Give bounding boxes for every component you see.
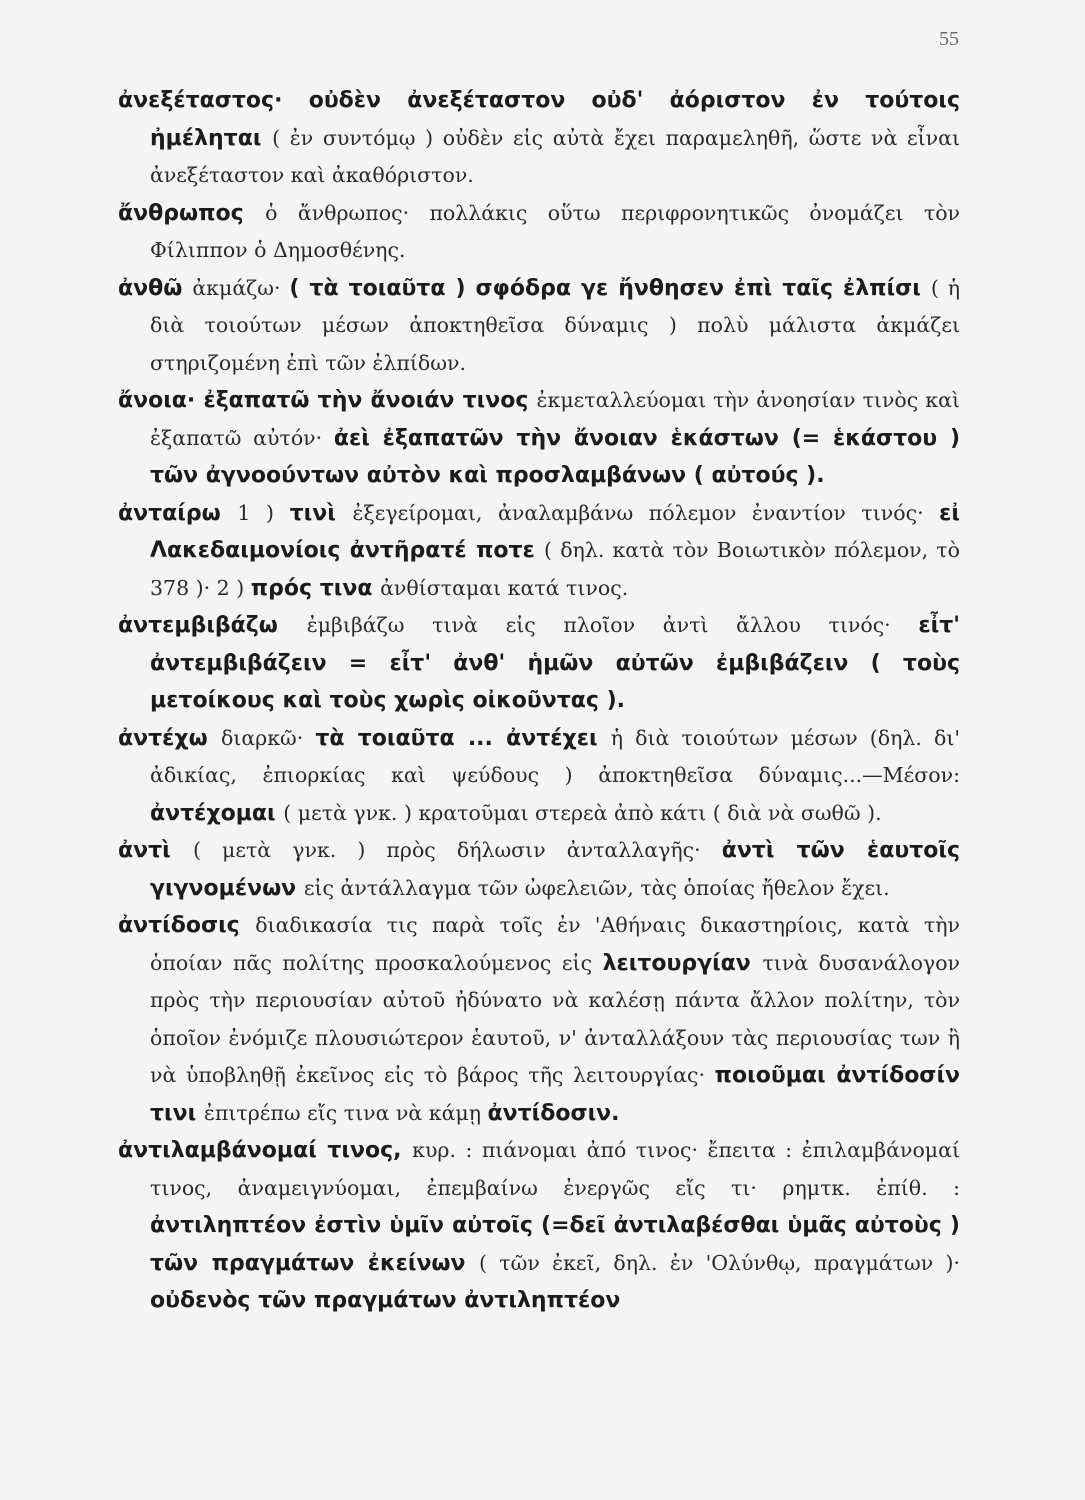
bold-text-segment: ἀντέχω — [118, 725, 221, 751]
bold-text-segment: πρός τινα — [250, 575, 381, 601]
bold-text-segment: οὐδενὸς τῶν πραγμάτων ἀντιληπτέον — [150, 1288, 621, 1313]
regular-text-segment: 1 ) — [237, 500, 290, 525]
dictionary-entries — [118, 82, 960, 1320]
regular-text-segment: ἀνθίσταμαι κατά τινος. — [380, 575, 629, 600]
regular-text-segment: ( ἡ διὰ τοιούτων μέσων ἀποκτηθεῖσα δύναμις ) πολὺ μάλιστα ἀκμάζει στηριζομένη ἐπὶ τῶν ἐλπίδων. — [150, 275, 961, 375]
bold-text-segment: ( τὰ τοιαῦτα ) σφόδρα γε ἤνθησεν ἐπὶ ταῖς ἐλπίσι — [289, 275, 931, 301]
dictionary-entry — [118, 495, 960, 608]
regular-text-segment: κυρ. : πιάνομαι ἀπό τινος· ἔπειτα : ἐπιλαμβάνομαί τινος, ἀναμειγνύομαι, ἐπεμβαίνω ἐνεργῶς εἴς τι· ρημτκ. ἐπίθ. : — [150, 1138, 960, 1200]
dictionary-entry — [118, 1132, 960, 1320]
regular-text-segment: ( μετὰ γνκ. ) κρατοῦμαι στερεὰ ἀπὸ κάτι ( διὰ νὰ σωθῶ ). — [283, 800, 882, 825]
bold-text-segment: ἀντέχομαι — [150, 800, 284, 826]
dictionary-entry — [118, 382, 960, 495]
regular-text-segment: ἀκμάζω· — [192, 275, 290, 300]
dictionary-entry — [118, 907, 960, 1132]
bold-text-segment: ποιοῦμαι ἀντίδοσίν τινι — [150, 1063, 960, 1126]
dictionary-entry — [118, 270, 960, 383]
bold-text-segment: τινὶ — [289, 500, 353, 526]
bold-text-segment: ἀντίδοσιν. — [487, 1100, 620, 1126]
regular-text-segment: διαδικασία τις παρὰ τοῖς ἐν 'Αθήναις δικαστηρίοις, κατὰ τὴν ὁποίαν πᾶς πολίτης προσκαλούμενος εἰς — [150, 913, 960, 975]
regular-text-segment: ἐξεγείρομαι, ἀναλαμβάνω πόλεμον ἐναντίον τινός· — [352, 500, 940, 525]
regular-text-segment: ἡ διὰ τοιούτων μέσων (δηλ. δι' ἀδικίας, ἐπιορκίας καὶ ψεύδους ) ἀποκτηθεῖσα δύναμις...—Μέσον: — [150, 725, 961, 787]
bold-text-segment: ἀντίδοσις — [118, 913, 256, 938]
regular-text-segment: ὁ ἄνθρωπος· πολλάκις οὕτω περιφρονητικῶς ὀνομάζει τὸν Φίλιππον ὁ Δημοσθένης. — [150, 200, 961, 262]
regular-text-segment: ἐπιτρέπω εἴς τινα νὰ κάμῃ — [203, 1100, 488, 1125]
bold-text-segment: ἀντὶ — [118, 838, 193, 863]
regular-text-segment: ( ἐν συντόμῳ ) οὐδὲν εἰς αὐτὰ ἔχει παραμεληθῆ, ὥστε νὰ εἶναι ἀνεξέταστον καὶ ἀκαθόριστον. — [150, 125, 960, 187]
regular-text-segment: ἐμβιβάζω τινὰ εἰς πλοῖον ἀντὶ ἄλλου τινός· — [306, 613, 919, 637]
bold-text-segment: τὰ τοιαῦτα ... ἀντέχει — [315, 725, 611, 751]
bold-text-segment: ἄνοια· ἐξαπατῶ τὴν ἄνοιάν τινος — [118, 388, 537, 413]
page-number: 55 — [939, 28, 959, 50]
dictionary-entry — [118, 720, 960, 833]
dictionary-entry — [118, 195, 960, 270]
bold-text-segment: ἀνταίρω — [118, 500, 238, 526]
bold-text-segment: ἀντιλαμβάνομαί τινος, — [118, 1138, 413, 1163]
bold-text-segment: ἀντὶ τῶν ἑαυτοῖς γιγνομένων — [150, 838, 960, 901]
regular-text-segment: διαρκῶ· — [220, 725, 316, 750]
bold-text-segment: λειτουργίαν — [602, 950, 763, 976]
regular-text-segment: ( δηλ. κατὰ τὸν Βοιωτικὸν πόλεμον, τὸ 378 )· 2 ) — [150, 538, 960, 600]
bold-text-segment: ἀνεξέταστος· — [118, 88, 309, 113]
dictionary-entry — [118, 832, 960, 907]
regular-text-segment: ἐκμεταλλεύομαι τὴν ἀνοησίαν τινὸς καὶ ἐξαπατῶ αὐτόν· — [150, 388, 960, 450]
dictionary-entry — [118, 607, 960, 720]
bold-text-segment: οὐδὲν ἀνεξέταστον οὐδ' ἀόριστον ἐν τούτοις ἠμέληται — [150, 88, 960, 151]
regular-text-segment: ( μετὰ γνκ. ) πρὸς δήλωσιν ἀνταλλαγῆς· — [192, 838, 722, 862]
regular-text-segment: τινὰ δυσανάλογον πρὸς τὴν περιουσίαν αὐτοῦ ἠδύνατο νὰ καλέσῃ πάντα ἄλλον πολίτην, τὸν ὁποῖον ἐνόμιζε πλουσιώτερον ἑαυτοῦ, ν' ἀνταλλάξουν τὰς περιουσίας των ἢ νὰ ὑποβληθῇ ἐκεῖνος εἰς τὸ βάρος τῆς λειτουργίας· — [150, 950, 960, 1087]
regular-text-segment: ( τῶν ἐκεῖ, δηλ. ἐν 'Ολύνθῳ, πραγμάτων )· — [478, 1250, 960, 1275]
bold-text-segment: ἀεὶ ἐξαπατῶν τὴν ἄνοιαν ἑκάστων (= ἑκάστου ) τῶν ἀγνοούντων αὐτὸν καὶ προσλαμβάνων ( αὐτούς ). — [150, 425, 960, 488]
bold-text-segment: ἄνθρωπος — [118, 200, 266, 226]
bold-text-segment: ἀντιληπτέον ἐστὶν ὑμῖν αὐτοῖς (=δεῖ ἀντιλαβέσθαι ὑμᾶς αὐτοὺς ) τῶν πραγμάτων ἐκείνων — [150, 1213, 960, 1276]
regular-text-segment: εἰς ἀντάλλαγμα τῶν ὠφελειῶν, τὰς ὁποίας ἤθελον ἔχει. — [303, 875, 890, 900]
bold-text-segment: ἀντεμβιβάζω — [118, 613, 307, 638]
bold-text-segment: εἶτ' ἀντεμβιβάζειν = εἶτ' ἀνθ' ἡμῶν αὐτῶν ἐμβιβάζειν ( τοὺς μετοίκους καὶ τοὺς χωρὶς οἰκοῦντας ). — [150, 613, 960, 713]
bold-text-segment: ἀνθῶ — [118, 275, 193, 301]
dictionary-entry — [118, 82, 960, 195]
bold-text-segment: εἰ Λακεδαιμονίοις ἀντῆρατέ ποτε — [150, 500, 960, 563]
